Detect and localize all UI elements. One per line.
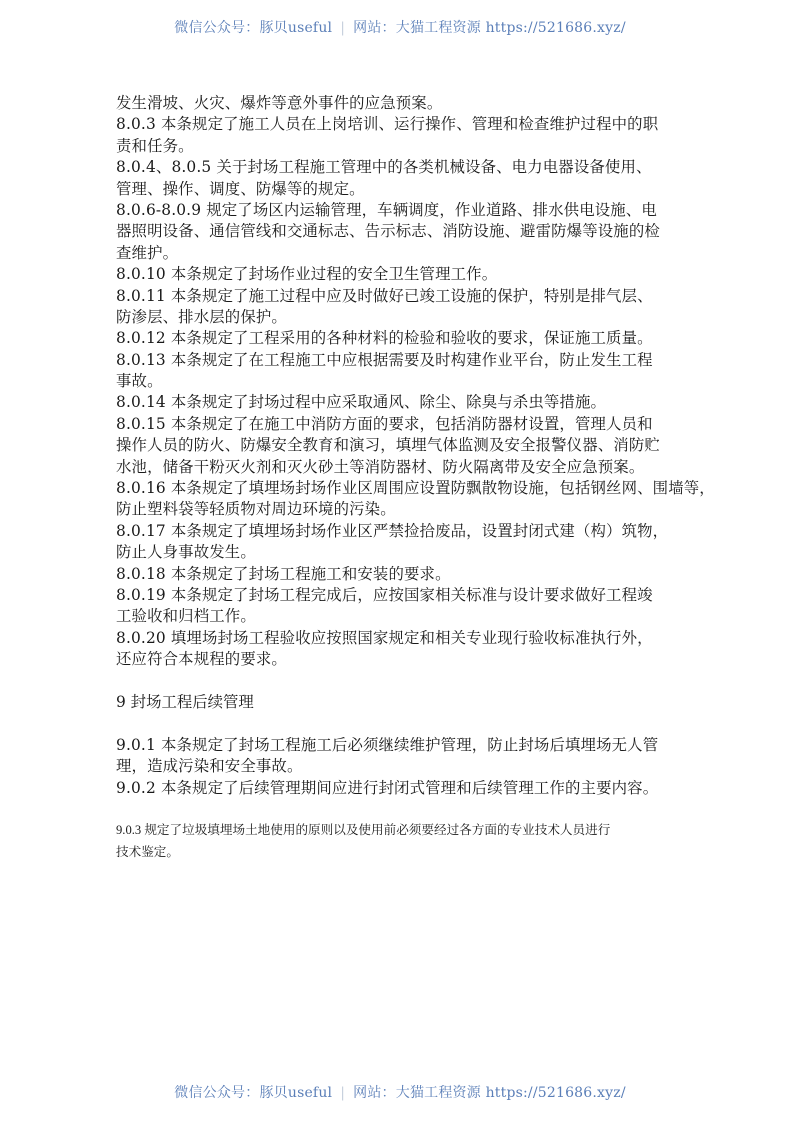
text-line: 事故。 (116, 372, 163, 391)
blank-line (116, 713, 696, 734)
text-line: 9.0.3 规定了垃圾填埋场土地使用的原则以及使用前必须要经过各方面的专业技术人员进行 (116, 823, 611, 838)
text-line: 8.0.19 本条规定了封场工程完成后，应按国家相关标准与设计要求做好工程竣 (116, 585, 653, 604)
website-label: 网站：大猫工程资源 https://521686.xyz/ (353, 20, 626, 36)
text-line: 8.0.17 本条规定了填埋场封场作业区严禁捡拾废品，设置封闭式建（构）筑物， (116, 521, 669, 540)
text-line: 查维护。 (116, 243, 179, 262)
text-line: 器照明设备、通信管线和交通标志、告示标志、消防设施、避雷防爆等设施的检 (116, 222, 660, 241)
text-line: 9.0.1 本条规定了封场工程施工后必须继续维护管理，防止封场后填埋场无人管 (116, 735, 659, 754)
header-watermark (0, 17, 800, 37)
text-line: 8.0.16 本条规定了填埋场封场作业区周围应设置防飘散物设施，包括钢丝网、围墙等， (116, 479, 715, 498)
text-line: 8.0.13 本条规定了在工程施工中应根据需要及时构建作业平台，防止发生工程 (116, 350, 653, 369)
blank-line (116, 799, 696, 820)
text-line: 8.0.14 本条规定了封场过程中应采取通风、除尘、除臭与杀虫等措施。 (116, 393, 607, 412)
text-line: 8.0.11 本条规定了施工过程中应及时做好已竣工设施的保护，特别是排气层、 (116, 286, 653, 305)
website-label: 网站：大猫工程资源 https://521686.xyz/ (353, 1085, 626, 1101)
wechat-label: 微信公众号：豚贝useful (174, 1085, 333, 1101)
text-line: 防止塑料袋等轻质物对周边环境的污染。 (116, 500, 396, 519)
text-line: 8.0.10 本条规定了封场作业过程的安全卫生管理工作。 (116, 265, 498, 284)
text-line: 8.0.4、8.0.5 关于封场工程施工管理中的各类机械设备、电力电器设备使用、 (116, 158, 652, 177)
text-line: 技术鉴定。 (116, 844, 179, 859)
text-line: 操作人员的防火、防爆安全教育和演习，填埋气体监测及安全报警仪器、消防贮 (116, 436, 660, 455)
text-line: 责和任务。 (116, 136, 194, 155)
separator: | (340, 20, 346, 36)
text-line: 发生滑坡、火灾、爆炸等意外事件的应急预案。 (116, 94, 443, 112)
text-line: 还应符合本规程的要求。 (116, 650, 287, 669)
document-body (116, 93, 715, 863)
separator: | (340, 1085, 346, 1101)
text-line: 防渗层、排水层的保护。 (116, 307, 287, 326)
section-heading: 9 封场工程后续管理 (116, 692, 254, 711)
text-line: 8.0.20 填埋场封场工程验收应按照国家规定和相关专业现行验收标准执行外， (116, 628, 653, 647)
text-line: 8.0.15 本条规定了在施工中消防方面的要求，包括消防器材设置，管理人员和 (116, 414, 653, 433)
blank-line (116, 671, 696, 692)
text-line: 工验收和归档工作。 (116, 607, 256, 626)
text-line: 8.0.6-8.0.9 规定了场区内运输管理，车辆调度，作业道路、排水供电设施、电 (116, 200, 657, 219)
text-line: 理，造成污染和安全事故。 (116, 757, 303, 776)
text-line: 管理、操作、调度、防爆等的规定。 (116, 179, 365, 198)
text-line: 8.0.18 本条规定了封场工程施工和安装的要求。 (116, 564, 451, 583)
text-line: 8.0.3 本条规定了施工人员在上岗培训、运行操作、管理和检查维护过程中的职 (116, 115, 659, 134)
text-line: 9.0.2 本条规定了后续管理期间应进行封闭式管理和后续管理工作的主要内容。 (116, 778, 659, 797)
text-line: 水池，储备干粉灭火剂和灭火砂土等消防器材、防火隔离带及安全应急预案。 (116, 457, 645, 476)
text-line: 8.0.12 本条规定了工程采用的各种材料的检验和验收的要求，保证施工质量。 (116, 329, 653, 348)
wechat-label: 微信公众号：豚贝useful (174, 20, 333, 36)
text-line: 防止人身事故发生。 (116, 543, 256, 562)
footer-watermark (0, 1082, 800, 1102)
